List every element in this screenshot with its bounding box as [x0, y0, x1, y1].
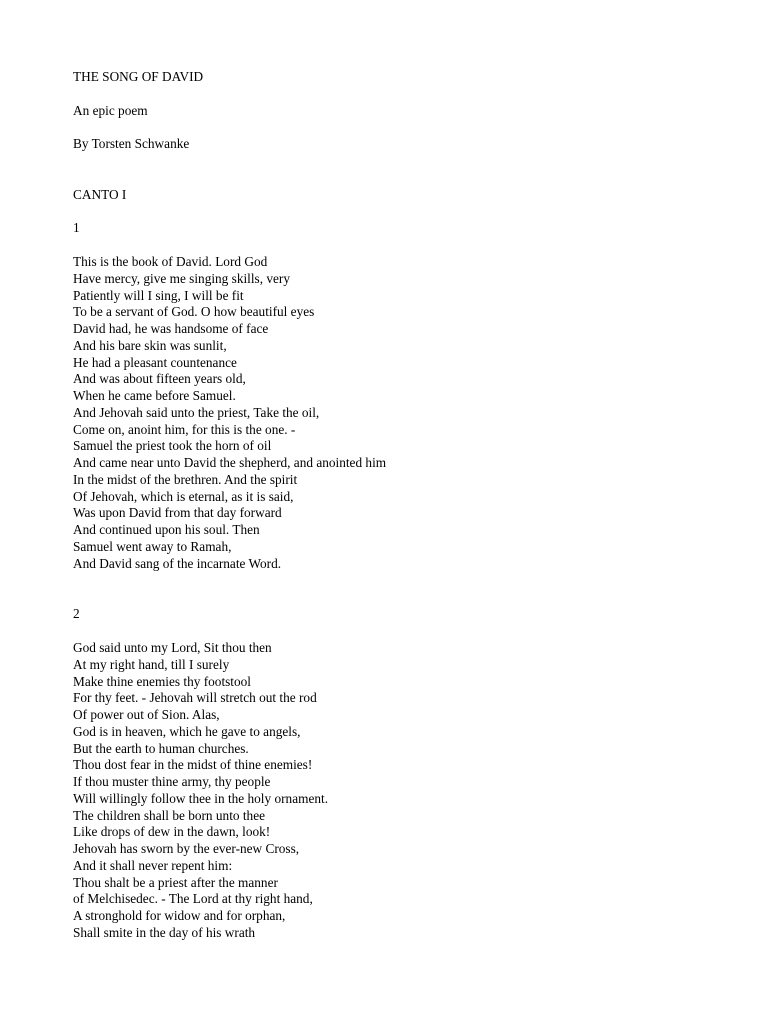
- poem-line: And continued upon his soul. Then: [73, 522, 260, 537]
- poem-line: When he came before Samuel.: [73, 388, 236, 403]
- poem-line: Will willingly follow thee in the holy ornament.: [73, 790, 329, 806]
- poem-line: He had a pleasant countenance: [73, 354, 237, 370]
- document-title: THE SONG OF DAVID: [73, 69, 204, 84]
- poem-line: And was about fifteen years old,: [73, 371, 246, 387]
- section-number: 1: [73, 220, 80, 235]
- poem-line: Have mercy, give me singing skills, very: [73, 270, 291, 286]
- poem-line: Of power out of Sion. Alas,: [73, 707, 220, 722]
- poem-line: For thy feet. - Jehovah will stretch out the rod: [73, 690, 317, 706]
- poem-line: And Jehovah said unto the priest, Take the oil,: [73, 404, 320, 420]
- poem-line: Samuel the priest took the horn of oil: [73, 438, 272, 454]
- poem-line: Shall smite in the day of his wrath: [73, 924, 256, 940]
- section-number: 2: [73, 606, 80, 621]
- poem-line: Patiently will I sing, I will be fit: [73, 287, 244, 303]
- poem-line: Was upon David from that day forward: [73, 505, 282, 521]
- poem-line: Of Jehovah, which is eternal, as it is said,: [73, 488, 294, 504]
- stanza-1: [73, 254, 386, 572]
- poem-line: Thou shalt be a priest after the manner: [73, 874, 278, 890]
- canto-heading: CANTO I: [73, 187, 127, 202]
- poem-line: In the midst of the brethren. And the spirit: [73, 471, 298, 487]
- stanza-2: [73, 640, 328, 942]
- poem-line: Samuel went away to Ramah,: [73, 538, 232, 554]
- poem-line: At my right hand, till I surely: [73, 656, 230, 672]
- poem-line: David had, he was handsome of face: [73, 321, 269, 336]
- poem-line: A stronghold for widow and for orphan,: [73, 908, 286, 923]
- poem-line: Jehovah has sworn by the ever-new Cross,: [73, 841, 300, 856]
- poem-line: Like drops of dew in the dawn, look!: [73, 824, 271, 840]
- poem-line: But the earth to human churches.: [73, 740, 249, 756]
- poem-line: God is in heaven, which he gave to angels,: [73, 723, 301, 739]
- poem-line: of Melchisedec. - The Lord at thy right hand,: [73, 891, 313, 907]
- poem-line: Come on, anoint him, for this is the one. -: [73, 421, 296, 437]
- poem-line: This is the book of David. Lord God: [73, 254, 268, 269]
- poem-line: And David sang of the incarnate Word.: [73, 555, 282, 571]
- poem-line: And it shall never repent him:: [73, 857, 233, 873]
- poem-line: Thou dost fear in the midst of thine enemies!: [73, 757, 313, 773]
- poem-line: Make thine enemies thy footstool: [73, 673, 251, 689]
- poem-line: If thou muster thine army, thy people: [73, 774, 271, 789]
- poem-line: And came near unto David the shepherd, and anointed him: [73, 455, 387, 470]
- author-line: By Torsten Schwanke: [73, 136, 190, 151]
- poem-line: To be a servant of God. O how beautiful eyes: [73, 304, 315, 320]
- poem-line: God said unto my Lord, Sit thou then: [73, 640, 272, 655]
- poem-line: And his bare skin was sunlit,: [73, 337, 227, 353]
- poem-line: The children shall be born unto thee: [73, 807, 266, 823]
- document-subtitle: An epic poem: [73, 103, 148, 118]
